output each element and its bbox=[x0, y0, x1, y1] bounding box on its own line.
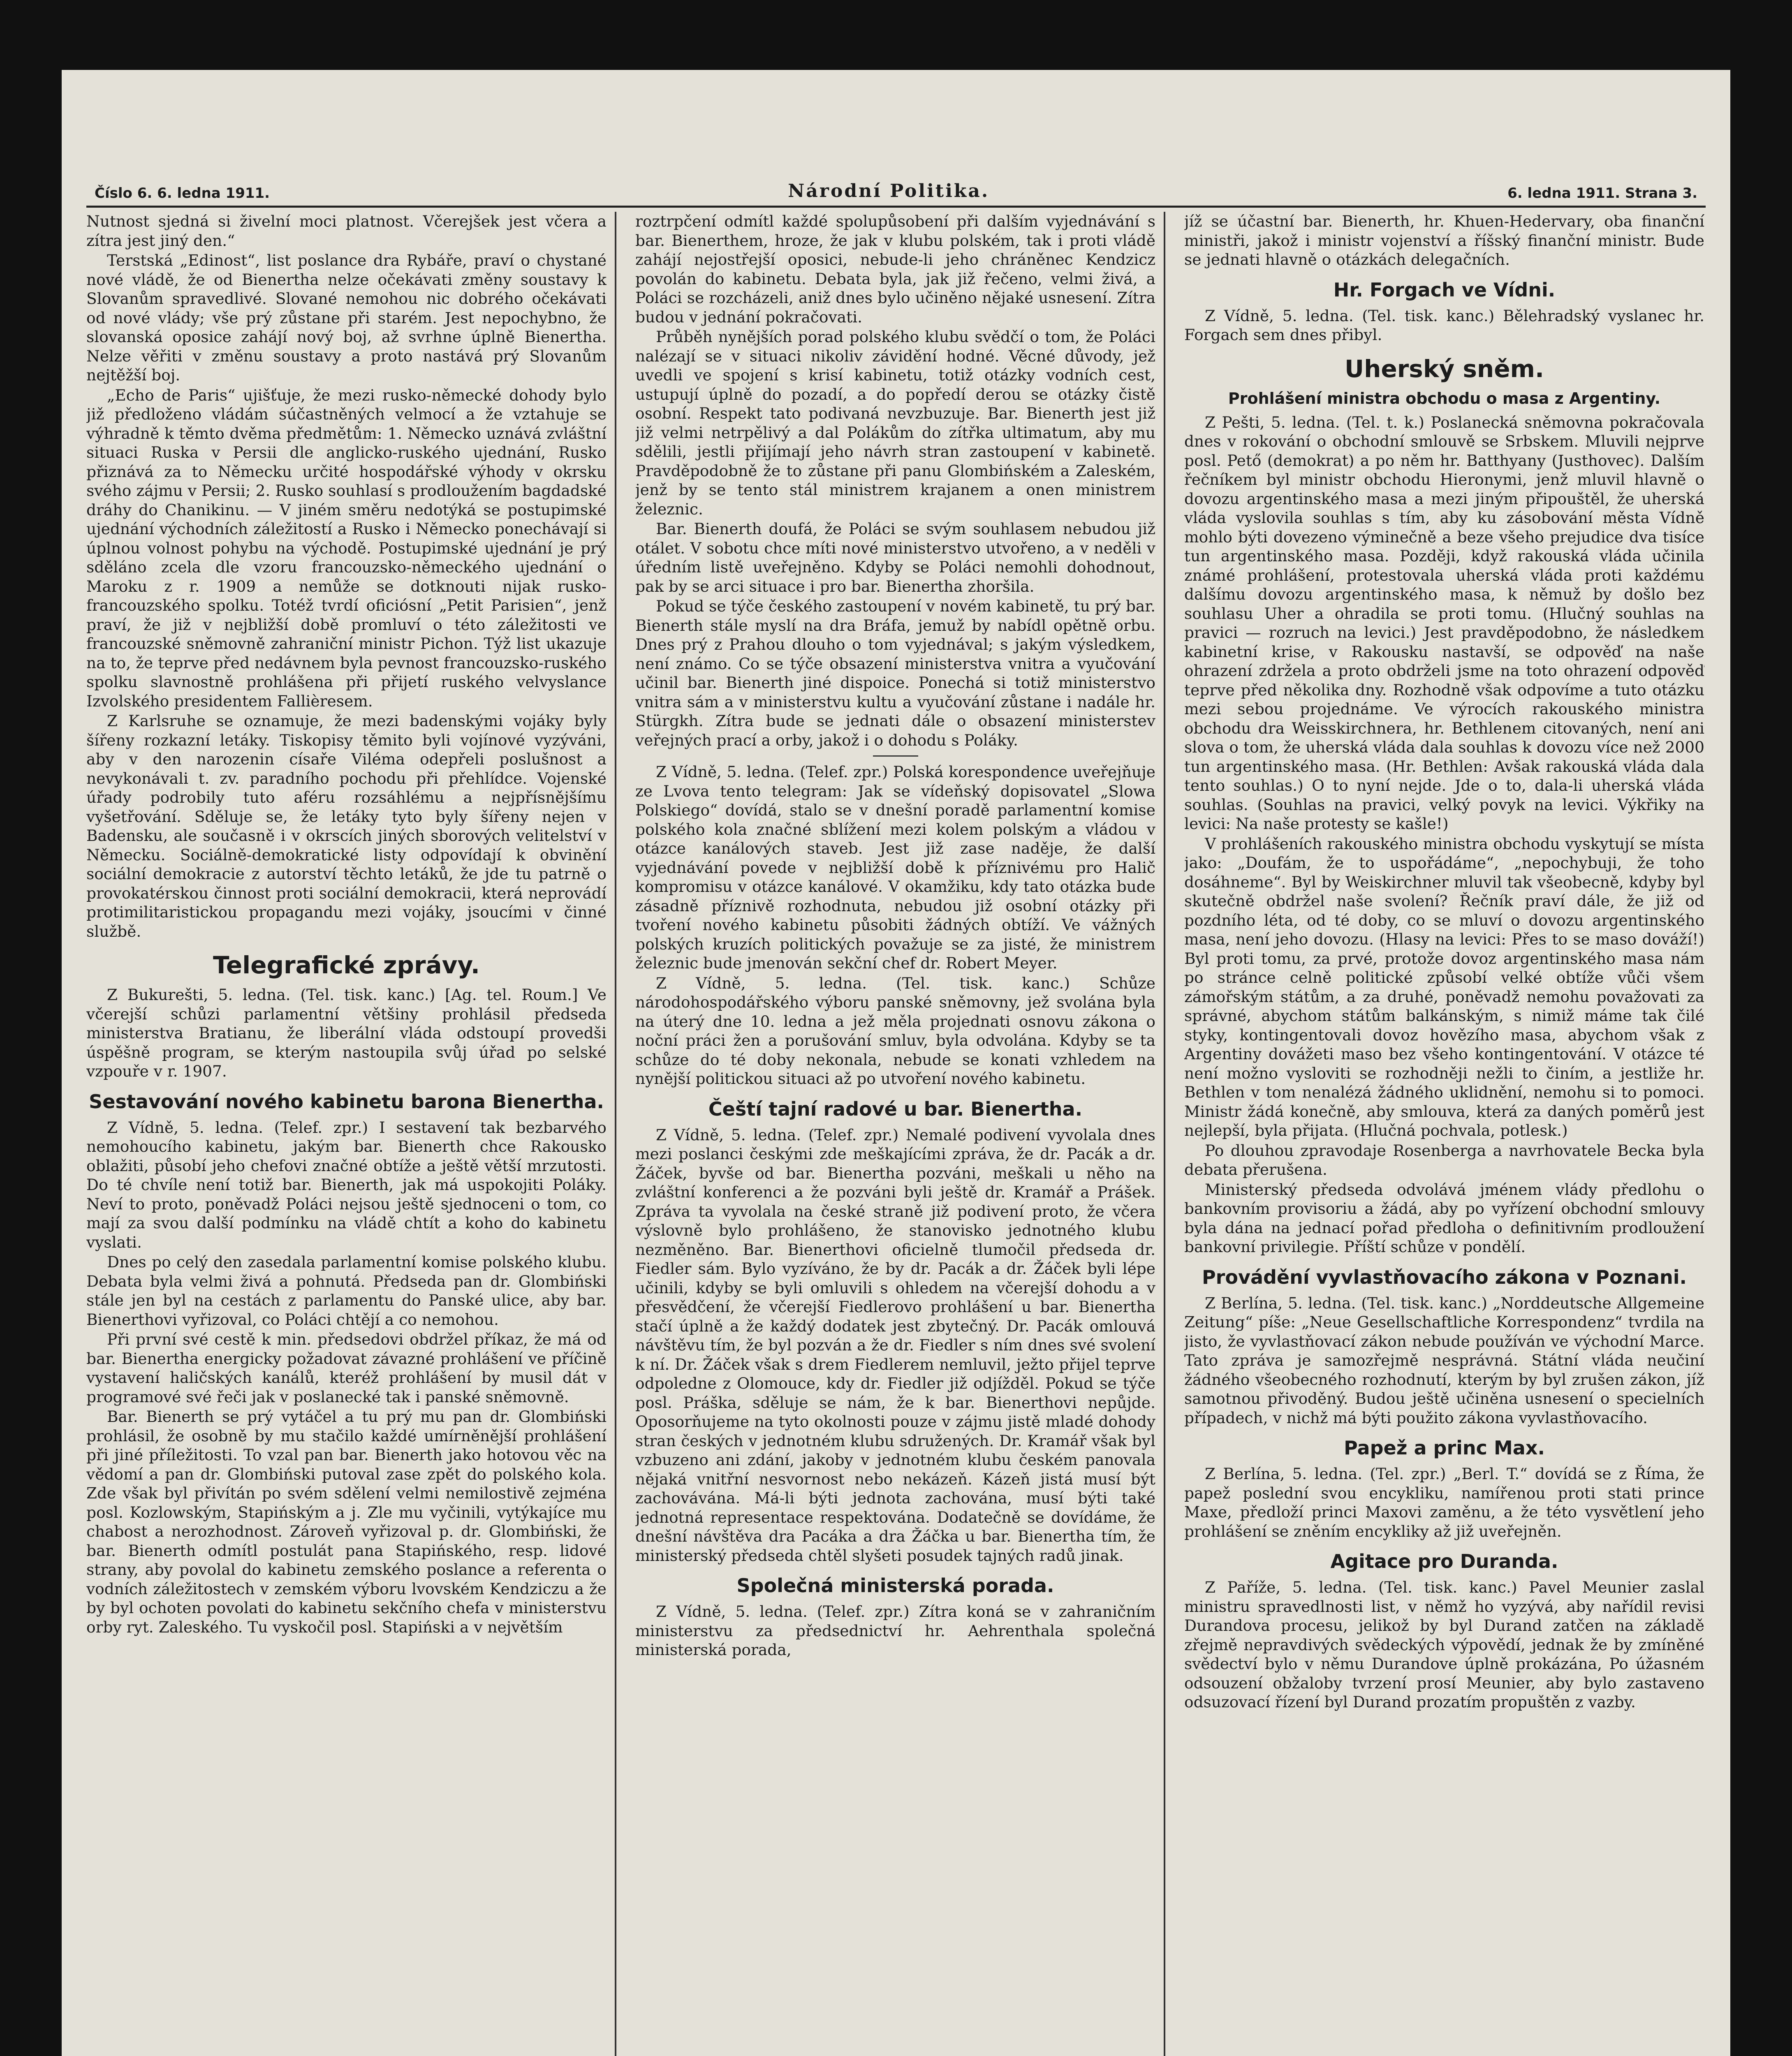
paragraph: Z Paříže, 5. ledna. (Tel. tisk. kanc.) Pavel Meunier zaslal ministru spravedlnosti list, v němž ho vyzývá, aby nařídil revisi Durandova procesu, jelikož by byl Durand zatčen na základě zřejmě nepravdivých svědeckých výpovědí, jednak že by zmíněné svědectví bylo v němu Durandove úplně prokázána, Po úžasném odsouzení obžaloby tvrzení prosí Meunier, aby bylo zastaveno odsuzovací řízení byl Durand prozatím propuštěn z vazby. bbox=[1184, 1578, 1704, 1711]
paragraph: V prohlášeních rakouského ministra obchodu vyskytují se místa jako: „Doufám, že to uspořádáme“, „nepochybuji, že toho dosáhneme“. Byl by Weiskirchner mluvil tak všeobecně, kdyby byl skutečně obdržel naše svolení? Řečník praví dále, že již od pozdního léta, od té doby, co se mluví o dovozu argentinského masa, není jeho dovozu. (Hlasy na levici: Přes to se maso dováží!) Byl proti tomu, za prvé, protože dovoz argentinského masa nám po stránce celně politické způsobí velké obtíže vůči všem zámořským státům, a za druhé, poněvadž nemohu považovati za správné, abychom státům balkánským, s nimiž máme tak čilé styky, kontingentovali dovoz hovězího masa, abychom však z Argentiny dovážeti maso bez všeho kontingentování. V otázce té není možno vysloviti se rozhodněji nežli to činím, a jestliže hr. Bethlen v tom nenalézá žádného uklidnění, nemohu si to pomoci. Ministr žádá konečně, aby smlouva, která za daných poměrů jest nejlepší, byla přijata. (Hlučná pochvala, potlesk.) bbox=[1184, 834, 1704, 1139]
paragraph: Bar. Bienerth se prý vytáčel a tu prý mu pan dr. Glombiński prohlásil, že osobně by mu stačilo každé umírněnější prohlášení při jiné příležitosti. To vzal pan bar. Bienerth jako hotovou věc na vědomí a pan dr. Glombiński putoval zase zpět do polského kola. Zde však byl přivítán po svém sdělení velmi nemilostivě zejména posl. Kozlowským, Stapińským a j. Zle mu vyčinili, vytýkajíce mu chabost a nerozhodnost. Zároveň vyřizoval p. dr. Glombiński, že bar. Bienerth odmítl postulát pana Stapińského, resp. lidové strany, aby povolal do kabinetu zemského poslance a referenta o vodních záležitostech v zemském výboru lvovském Kendziczu a že by byl ochoten povolati do kabinetu sekčního chefa v ministerstvu orby ryt. Zaleského. Tu vyskočil posl. Stapiński a v největším bbox=[86, 1408, 607, 1636]
article-heading-provadeni: Provádění vyvlastňovacího zákona v Poznani. bbox=[1202, 1266, 1687, 1288]
paragraph: Pokud se týče českého zastoupení v novém kabinetě, tu prý bar. Bienerth stále myslí na dra Bráfa, jemuž by nabídl opětně orbu. Dnes prý z Prahou dlouho o tom vyjednával; s jakým výsledkem, není známo. Co se týče obsazení ministerstva vnitra a vyučování učinil bar. Bienerth jiné dispoice. Ponechá si totiž ministerstvo vnitra sám a v ministerstvu kultu a vyučování zůstane i nadále hr. Stürgkh. Zítra bude se jednati dále o obsazení ministerstev veřejných prací a orby, jakož i o dohodu s Poláky. bbox=[635, 597, 1155, 749]
paragraph: Nutnost sjedná si živelní moci platnost. Včerejšek jest včera a zítra jest jiný den.“ bbox=[86, 212, 607, 250]
paragraph: Po dlouhou zpravodaje Rosenberga a navrhovatele Becka byla debata přerušena. bbox=[1184, 1141, 1704, 1178]
paragraph: Z Vídně, 5. ledna. (Telef. zpr.) Nemalé podivení vyvolala dnes mezi poslanci českými zde meškajícími zpráva, že dr. Pacák a dr. Žáček, byvše od bar. Bienertha pozváni, meškali u něho na zvláštní konferenci a že pozváni byli ještě dr. Kramář a Prášek. Zpráva ta vyvolala na české straně již podivení proto, že včera výslovně bylo prohlášeno, že stanovisko jednotného klubu nezměněno. Bar. Bienerthovi oficielně tlumočil předseda dr. Fiedler sám. Bylo vyzíváno, že by dr. Pacák a dr. Žáček byli lépe učinili, kdyby se byli omluvili s ohledem na včerejší dohodu a v přesvědčení, že včerejší Fiedlerovo prohlášení u bar. Bienertha stačí úplně a že každý dodatek jest zbytečný. Dr. Pacák omlouvá návštěvu tím, že byl pozván a že dr. Fiedler s ním dnes své svolení k ní. Dr. Žáček však s drem Fiedlerem nemluvil, ježto přijel teprve odpoledne z Olomouce, kdy dr. Fiedler již odjížděl. Pokud se týče posl. Práška, sděluje se nám, že k bar. Bienerthovi nepůjde. Oposorňujeme na tyto okolnosti pouze v zájmu jistě mladé dohody stran českých v jednotném klubu sdružených. Dr. Kramář však byl vzbuzeno ani zdání, jakoby v jednotném klubu českém panovala nějaká vnitřní nesvornost nebo nekázeň. Kázeň jistá musí být zachovávána. Má-li býti jednota zachována, musí býti také jednotná representace respektována. Dodatečně se dovídáme, že dnešní návštěva dra Pacáka a dra Žáčka u bar. Bienertha tím, že ministerský předseda chtěl slyšeti posudek tajných radů jinak. bbox=[635, 1125, 1155, 1565]
paragraph: Dnes po celý den zasedala parlamentní komise polského klubu. Debata byla velmi živá a pohnutá. Předseda pan dr. Glombiński stále jen byl na cestách z parlamentu do Panské ulice, aby bar. Bienerthovi vyřizoval, co Poláci chtějí a co nemohou. bbox=[86, 1253, 607, 1329]
paragraph: Bar. Bienerth doufá, že Poláci se svým souhlasem nebudou již otálet. V sobotu chce míti nové ministerstvo utvořeno, a v neděli v úředním listě uveřejněno. Kdyby se Poláci nemohli dohodnout, pak by se arci situace i pro bar. Bienertha zhoršila. bbox=[635, 520, 1155, 595]
paragraph: Z Bukurešti, 5. ledna. (Tel. tisk. kanc.) [Ag. tel. Roum.] Ve včerejší schůzi parlamentní většiny prohlásil předseda ministerstva Bratianu, že liberální vláda odstoupí provedši úspěšně program, se kterým nastoupila svůj úřad po selské vzpouře v r. 1907. bbox=[86, 986, 607, 1080]
paragraph: roztrpčení odmítl každé spolupůsobení při dalším vyjednávání s bar. Bienerthem, hroze, že jak v klubu polském, tak i proti vládě zahájí nejostřejší oposici, nebude-li jeho chráněnec Kendzicz povolán do kabinetu. Debata byla, jak již řečeno, velmi živá, a Poláci se rozcházeli, aniž dnes bylo učiněno nějaké usnesení. Zítra budou v jednání pokračovati. bbox=[635, 212, 1155, 326]
article-subheading-prohlaseni: Prohlášení ministra obchodu o masa z Argentiny. bbox=[1228, 389, 1661, 407]
column-3 bbox=[1184, 212, 1704, 2056]
paragraph: Průběh nynějších porad polského klubu svědčí o tom, že Poláci nalézají se v situaci nikoliv závidění hodné. Věcné důvody, jež uvedli ve spojení s krisí kabinetu, totiž otázky vodních cest, ustupují úplně do pozadí, a do popředí derou se otázky čistě osobní. Respekt tato podivaná nevzbuzuje. Bar. Bienerth jest již již velmi netrpělivý a dal Polákům do zítřka ultimatum, aby mu sdělili, jestli přijímají jeho návrh stran zastoupení v kabinetě. Pravděpodobně že to zůstane při panu Glombińském a Zaleském, jenž by se tento stál ministrem krajanem a onen ministrem železnic. bbox=[635, 328, 1155, 518]
separator bbox=[873, 755, 918, 757]
column-1 bbox=[86, 212, 607, 2056]
column-divider-1 bbox=[615, 212, 616, 2056]
article-heading-forgach: Hr. Forgach ve Vídni. bbox=[1333, 278, 1556, 301]
paragraph: Z Vídně, 5. ledna. (Tel. tisk. kanc.) Bělehradský vyslanec hr. Forgach sem dnes přibyl. bbox=[1184, 306, 1704, 344]
paragraph: „Echo de Paris“ ujišťuje, že mezi rusko-německé dohody bylo již předloženo vládám súčastněných velmocí a že vztahuje se výhradně k těmto dvěma předmětům: 1. Německo uznává zvláštní situaci Ruska v Persii dle anglicko-ruského ujednání, Rusko přiznává za to Německu určité hospodářské výhody v okrsku svého zájmu v Persii; 2. Rusko souhlasí s prodloužením bagdadské dráhy do Chanikinu. — V jiném směru nedotýká se postupimské ujednání východních záležitostí a Rusko i Německo ponechávají si úplnou volnost pohybu na východě. Postupimské ujednání je prý sděláno zcela dle vzoru francouzsko-německého ujednání o Maroku z r. 1909 a nemůže se dotknouti nijak rusko-francouzského spolku. Totéž tvrdí oficiósní „Petit Parisien“, jenž praví, že již v nejbližší době promluví o této záležitosti ve francouzské sněmovně zahraniční ministr Pichon. Týž list ukazuje na to, že teprve před nedávnem byla pevnost francouzsko-ruského spolku slavnostně prohlášena při přijetí ruského velvyslance Izvolského presidentem Fallièresem. bbox=[86, 386, 607, 710]
article-heading-sestavovani: Sestavování nového kabinetu barona Bienertha. bbox=[89, 1090, 604, 1113]
paragraph: Z Berlína, 5. ledna. (Tel. tisk. kanc.) „Norddeutsche Allgemeine Zeitung“ píše: „Neue Gesellschaftliche Korrespondenz“ tvrdila na jisto, že vyvlastňovací zákon nebude používán ve východní Marce. Tato zpráva je samozřejmě nesprávná. Státní vláda neučiní žádného všeobecného rozhodnutí, kterým by byl zrušen zákon, jíž samotnou přivoděný. Budou ještě učiněna usnesení o specielních případech, v nichž má býti použito zákona vyvlastňovacího. bbox=[1184, 1294, 1704, 1427]
page-header bbox=[95, 173, 1697, 201]
paragraph: Z Vídně, 5. ledna. (Telef. zpr.) Polská korespondence uveřejňuje ze Lvova tento telegram: Jak se vídeňský dopisovatel „Slowa Polskiego“ dovídá, stalo se v dnešní poradě parlamentní komise polského kola značné sblížení mezi kolem polským a vládou v otázce kanálových staveb. Jest již zase naděje, že další vyjednávání povede v nejbližší době k příznivému pro Halič kompromisu v otázce kanálové. V okamžiku, kdy tato otázka bude zásadně příznivě rozhodnuta, nebudou již osobní otázky při tvoření nového kabinetu působiti žádných obtíží. Ve vážných polských kruzích politických považuje se za jisté, že ministrem železnic bude jmenován sekční chef dr. Robert Meyer. bbox=[635, 763, 1155, 972]
issue-number: Číslo 6. 6. ledna 1911. bbox=[95, 185, 270, 201]
paragraph: Ministerský předseda odvolává jménem vlády předlohu o bankovním provisoriu a žádá, aby po vyřízení obchodní smlouvy byla dána na jednací pořad předloha o definitivním prodloužení bankovní privilegie. Příští schůze v pondělí. bbox=[1184, 1180, 1704, 1256]
column-divider-2 bbox=[1164, 212, 1165, 2056]
article-heading-spolecna-porada: Společná ministerská porada. bbox=[736, 1574, 1054, 1597]
article-heading-agitace: Agitace pro Duranda. bbox=[1330, 1550, 1558, 1572]
newspaper-page bbox=[62, 70, 1730, 2056]
paragraph: jíž se účastní bar. Bienerth, hr. Khuen-Hedervary, oba finanční ministři, jakož i ministr vojenství a říšský finanční ministr. Bude se jednati hlavně o otázkách delegačních. bbox=[1184, 212, 1704, 269]
date-page-number: 6. ledna 1911. Strana 3. bbox=[1507, 185, 1697, 201]
paragraph: Z Vídně, 5. ledna. (Telef. zpr.) I sestavení tak bezbarvého nemohoucího kabinetu, jakým bar. Bienerth chce Rakousko oblažiti, působí jeho chefovi značné obtíže a ještě větší mrzutosti. Do té chvíle není totiž bar. Bienerth, jak má uspokojiti Poláky. Neví to proto, poněvadž Poláci nejsou ještě sjednoceni o tom, co mají za svou další podmínku na vládě chtít a koho do kabinetu vyslati. bbox=[86, 1118, 607, 1251]
masthead-title: Národní Politika. bbox=[788, 181, 990, 201]
section-heading-telegraficke: Telegrafické zprávy. bbox=[213, 951, 480, 979]
paragraph: Z Berlína, 5. ledna. (Tel. zpr.) „Berl. T.“ dovídá se z Říma, že papež poslední svou encykliku, namířenou proti stati prince Maxe, předloží princi Maxovi zaměnu, a že této vysvětlení jeho prohlášení se zněním encykliky až již uveřejněn. bbox=[1184, 1465, 1704, 1540]
article-heading-papez: Papež a princ Max. bbox=[1344, 1437, 1545, 1459]
paragraph: Z Vídně, 5. ledna. (Telef. zpr.) Zítra koná se v zahraničním ministerstvu za předsednictví hr. Aehrenthala společná ministerská porada, bbox=[635, 1602, 1155, 1659]
paragraph: Z Karlsruhe se oznamuje, že mezi badenskými vojáky byly šířeny rozkazní letáky. Tiskopisy těmito byli vojínové vyzýváni, aby v den narozenin císaře Viléma odepřeli poslušnost a nevykonávali t. zv. paradního pochodu při přehlídce. Vojenské úřady podrobily tuto aféru rozsáhlému a nejpřísnějšímu vyšetřování. Sděluje se, že letáky tyto byly šířeny nejen v Badensku, ale současně i v okrscích jiných sborových velitelství v Německu. Sociálně-demokratické listy odpovídají k obvinění sociální demokracie z autorství těchto letáků, že jde tu patrně o provokatérskou činnost proti sociální demokracii, která neprovádí protimilitaristickou propagandu mezi vojáky, jsoucími v činné službě. bbox=[86, 712, 607, 940]
paragraph: Terstská „Edinost“, list poslance dra Rybáře, praví o chystané nové vládě, že od Bienertha nelze očekávati změny soustavy k Slovanům spravedlivé. Slované nemohou nic dobrého očekávati od nové vlády; vše prý zůstane při starém. Jest nepochybno, že slovanská oposice zahájí nový boj, až svrhne úplně Bienertha. Nelze věřiti v změnu soustavy a proto nastává prý Slovanům nejtěžší boj. bbox=[86, 251, 607, 384]
article-heading-cesti-tajni-radove: Čeští tajní radové u bar. Bienertha. bbox=[708, 1097, 1083, 1120]
header-rule bbox=[86, 206, 1706, 208]
paragraph: Z Pešti, 5. ledna. (Tel. t. k.) Poslanecká sněmovna pokračovala dnes v rokování o obchodní smlouvě se Srbskem. Mluvili nejprve posl. Pető (demokrat) a po něm hr. Batthyany (Justhovec). Dalším řečníkem byl ministr obchodu Hieronymi, jenž mluvil hlavně o dovozu argentinského masa a mezi jiným připouštěl, že uherská vláda vyslovila souhlas s tím, aby ku zásobování města Vídně mohlo býti dovezeno výminečně a beze všeho prejudice dva tisíce tun argentinského masa. Později, když rakouská vláda učinila známé prohlášení, protestovala uherská vláda proti každému dalšímu dovozu argentinského masa, k němuž by došlo bez souhlasu Uher a ohradila se proti tomu. (Hlučný souhlas na pravici — rozruch na levici.) Jest pravděpodobno, že následkem kabinetní krise, v Rakousku nastavší, se odpověď na naše ohrazení zdržela a proto obdrželi jsme na toto ohrazení odpověď teprve před několika dny. Rozhodně však odpovíme a tuto otázku mezi sebou projednáme. Ve výrocích rakouského ministra obchodu dra Weisskirchnera, hr. Bethlenem citovaných, není ani slova o tom, že uherská vláda dala souhlas k dovozu více než 2000 tun argentinského masa. (Hr. Bethlen: Avšak rakouská vláda dala tento souhlas.) O to nyní nejde. Jde o to, dala-li uherská vláda souhlas. (Souhlas na pravici, velký povyk na levici. Výkřiky na levici: Na naše protesty se kašle!) bbox=[1184, 413, 1704, 833]
column-2 bbox=[635, 212, 1155, 2056]
paragraph: Z Vídně, 5. ledna. (Tel. tisk. kanc.) Schůze národohospodářského výboru panské sněmovny, jež svolána byla na úterý dne 10. ledna a jež měla projednati osnovu zákona o noční práci žen a porušování smluv, byla odvolána. Kdyby se ta schůze do té doby nekonala, nebude se konati vzhledem na nynější politickou situaci až po utvoření nového kabinetu. bbox=[635, 974, 1155, 1088]
paragraph: Při první své cestě k min. předsedovi obdržel příkaz, že má od bar. Bienertha energicky požadovat závazné prohlášení ve příčině vystavení haličských kanálů, kteréž prohlášení by musil dát v programové své řeči jak v poslanecké tak i panské sněmovně. bbox=[86, 1330, 607, 1406]
section-heading-uhersky-snem: Uherský sněm. bbox=[1344, 354, 1544, 383]
